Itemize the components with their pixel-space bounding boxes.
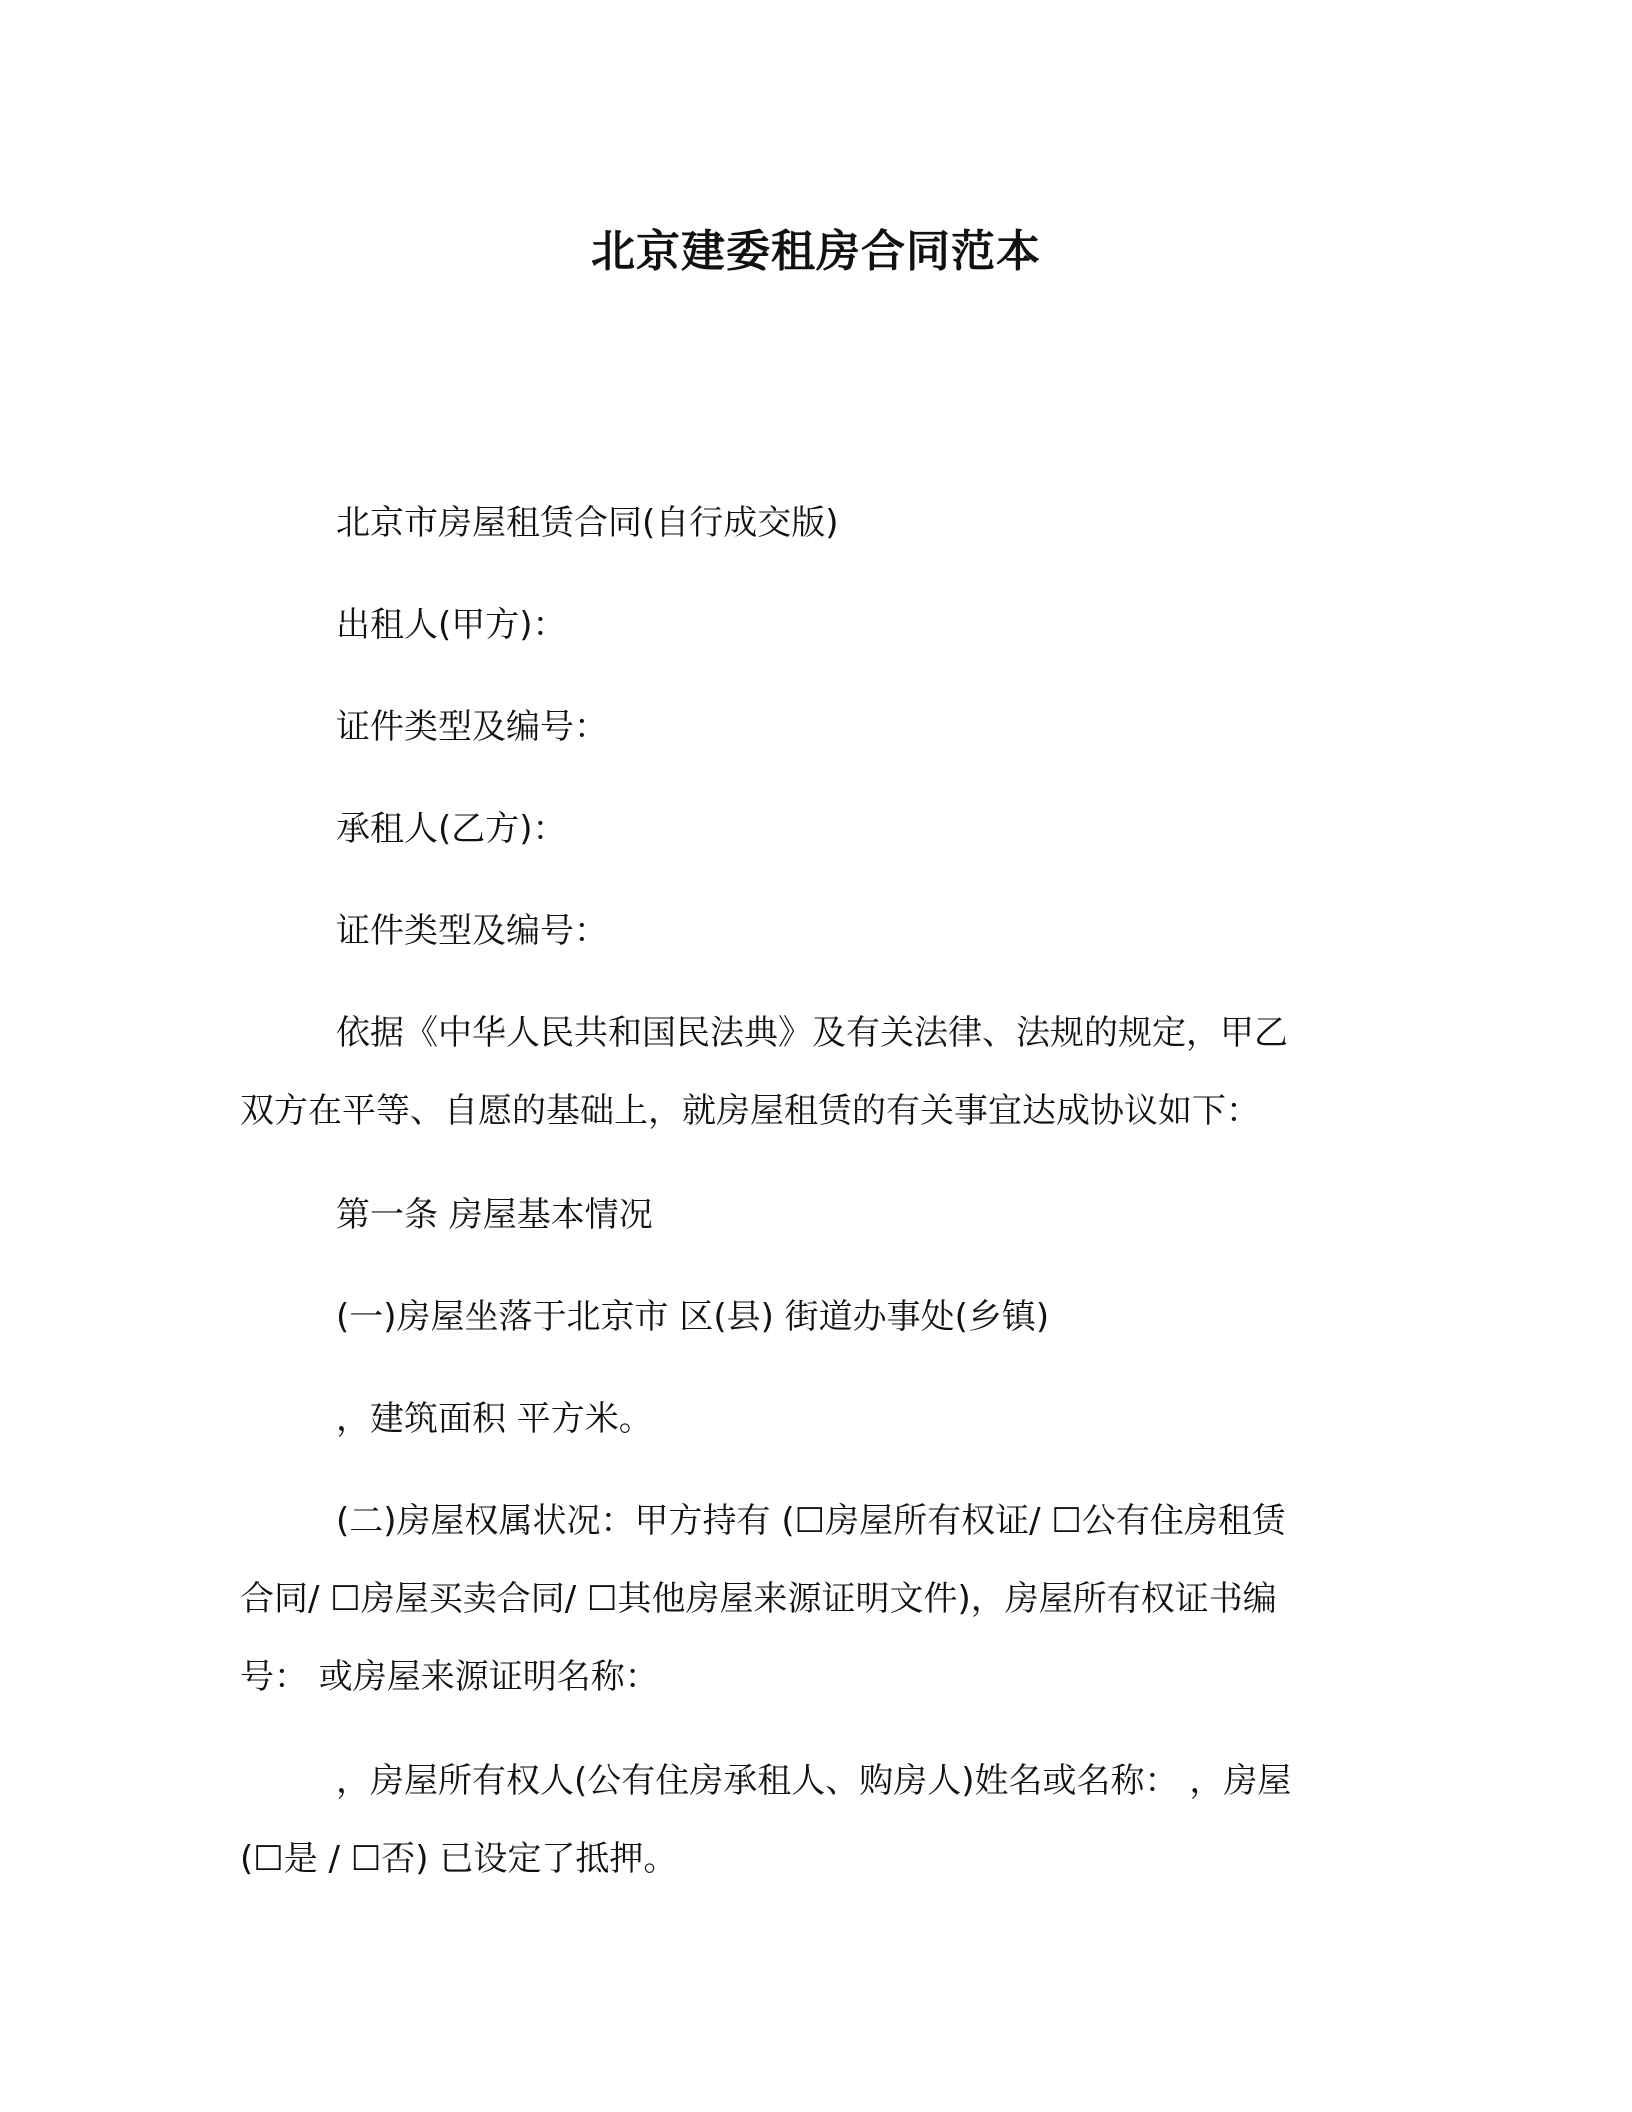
paragraph-line: 双方在平等、自愿的基础上，就房屋租赁的有关事宜达成协议如下： (240, 1091, 1260, 1131)
contract-subtitle (240, 484, 1390, 562)
lessee-id-field (240, 892, 1390, 970)
paragraph-line: ，房屋所有权人(公有住房承租人、购房人)姓名或名称： ，房屋 (336, 1761, 1292, 1801)
paragraph-line: (一)房屋坐落于北京市 区(县) 街道办事处(乡镇) (336, 1297, 1050, 1337)
paragraph-line: 证件类型及编号： (336, 707, 608, 747)
lessor-field (240, 586, 1390, 664)
paragraph-line: 证件类型及编号： (336, 911, 608, 951)
article-one-heading (240, 1176, 1390, 1254)
legal-basis-paragraph (240, 994, 1390, 1150)
paragraph-line: 合同/ ☐房屋买卖合同/ ☐其他房屋来源证明文件)，房屋所有权证书编 (240, 1579, 1277, 1619)
property-location-paragraph (240, 1278, 1390, 1356)
paragraph-line: (二)房屋权属状况：甲方持有 (☐房屋所有权证/ ☐公有住房租赁 (336, 1501, 1286, 1541)
paragraph-line: 依据《中华人民共和国民法典》及有关法律、法规的规定，甲乙 (336, 1013, 1288, 1053)
paragraph-line: 承租人(乙方)： (336, 809, 567, 849)
lessor-id-field (240, 688, 1390, 766)
lessee-field (240, 790, 1390, 868)
building-area-paragraph (240, 1380, 1390, 1458)
paragraph-line: 第一条 房屋基本情况 (336, 1195, 653, 1235)
paragraph-line: ，建筑面积 平方米。 (336, 1399, 653, 1439)
document-title: 北京建委租房合同范本 (591, 226, 1041, 277)
paragraph-line: 号： 或房屋来源证明名称： (240, 1657, 659, 1697)
owner-mortgage-paragraph (240, 1742, 1390, 1898)
paragraph-line: (☐是 / ☐否) 已设定了抵押。 (240, 1839, 678, 1879)
paragraph-line: 出租人(甲方)： (336, 605, 567, 645)
ownership-status-paragraph (240, 1482, 1390, 1716)
paragraph-line: 北京市房屋租赁合同(自行成交版) (336, 503, 839, 543)
